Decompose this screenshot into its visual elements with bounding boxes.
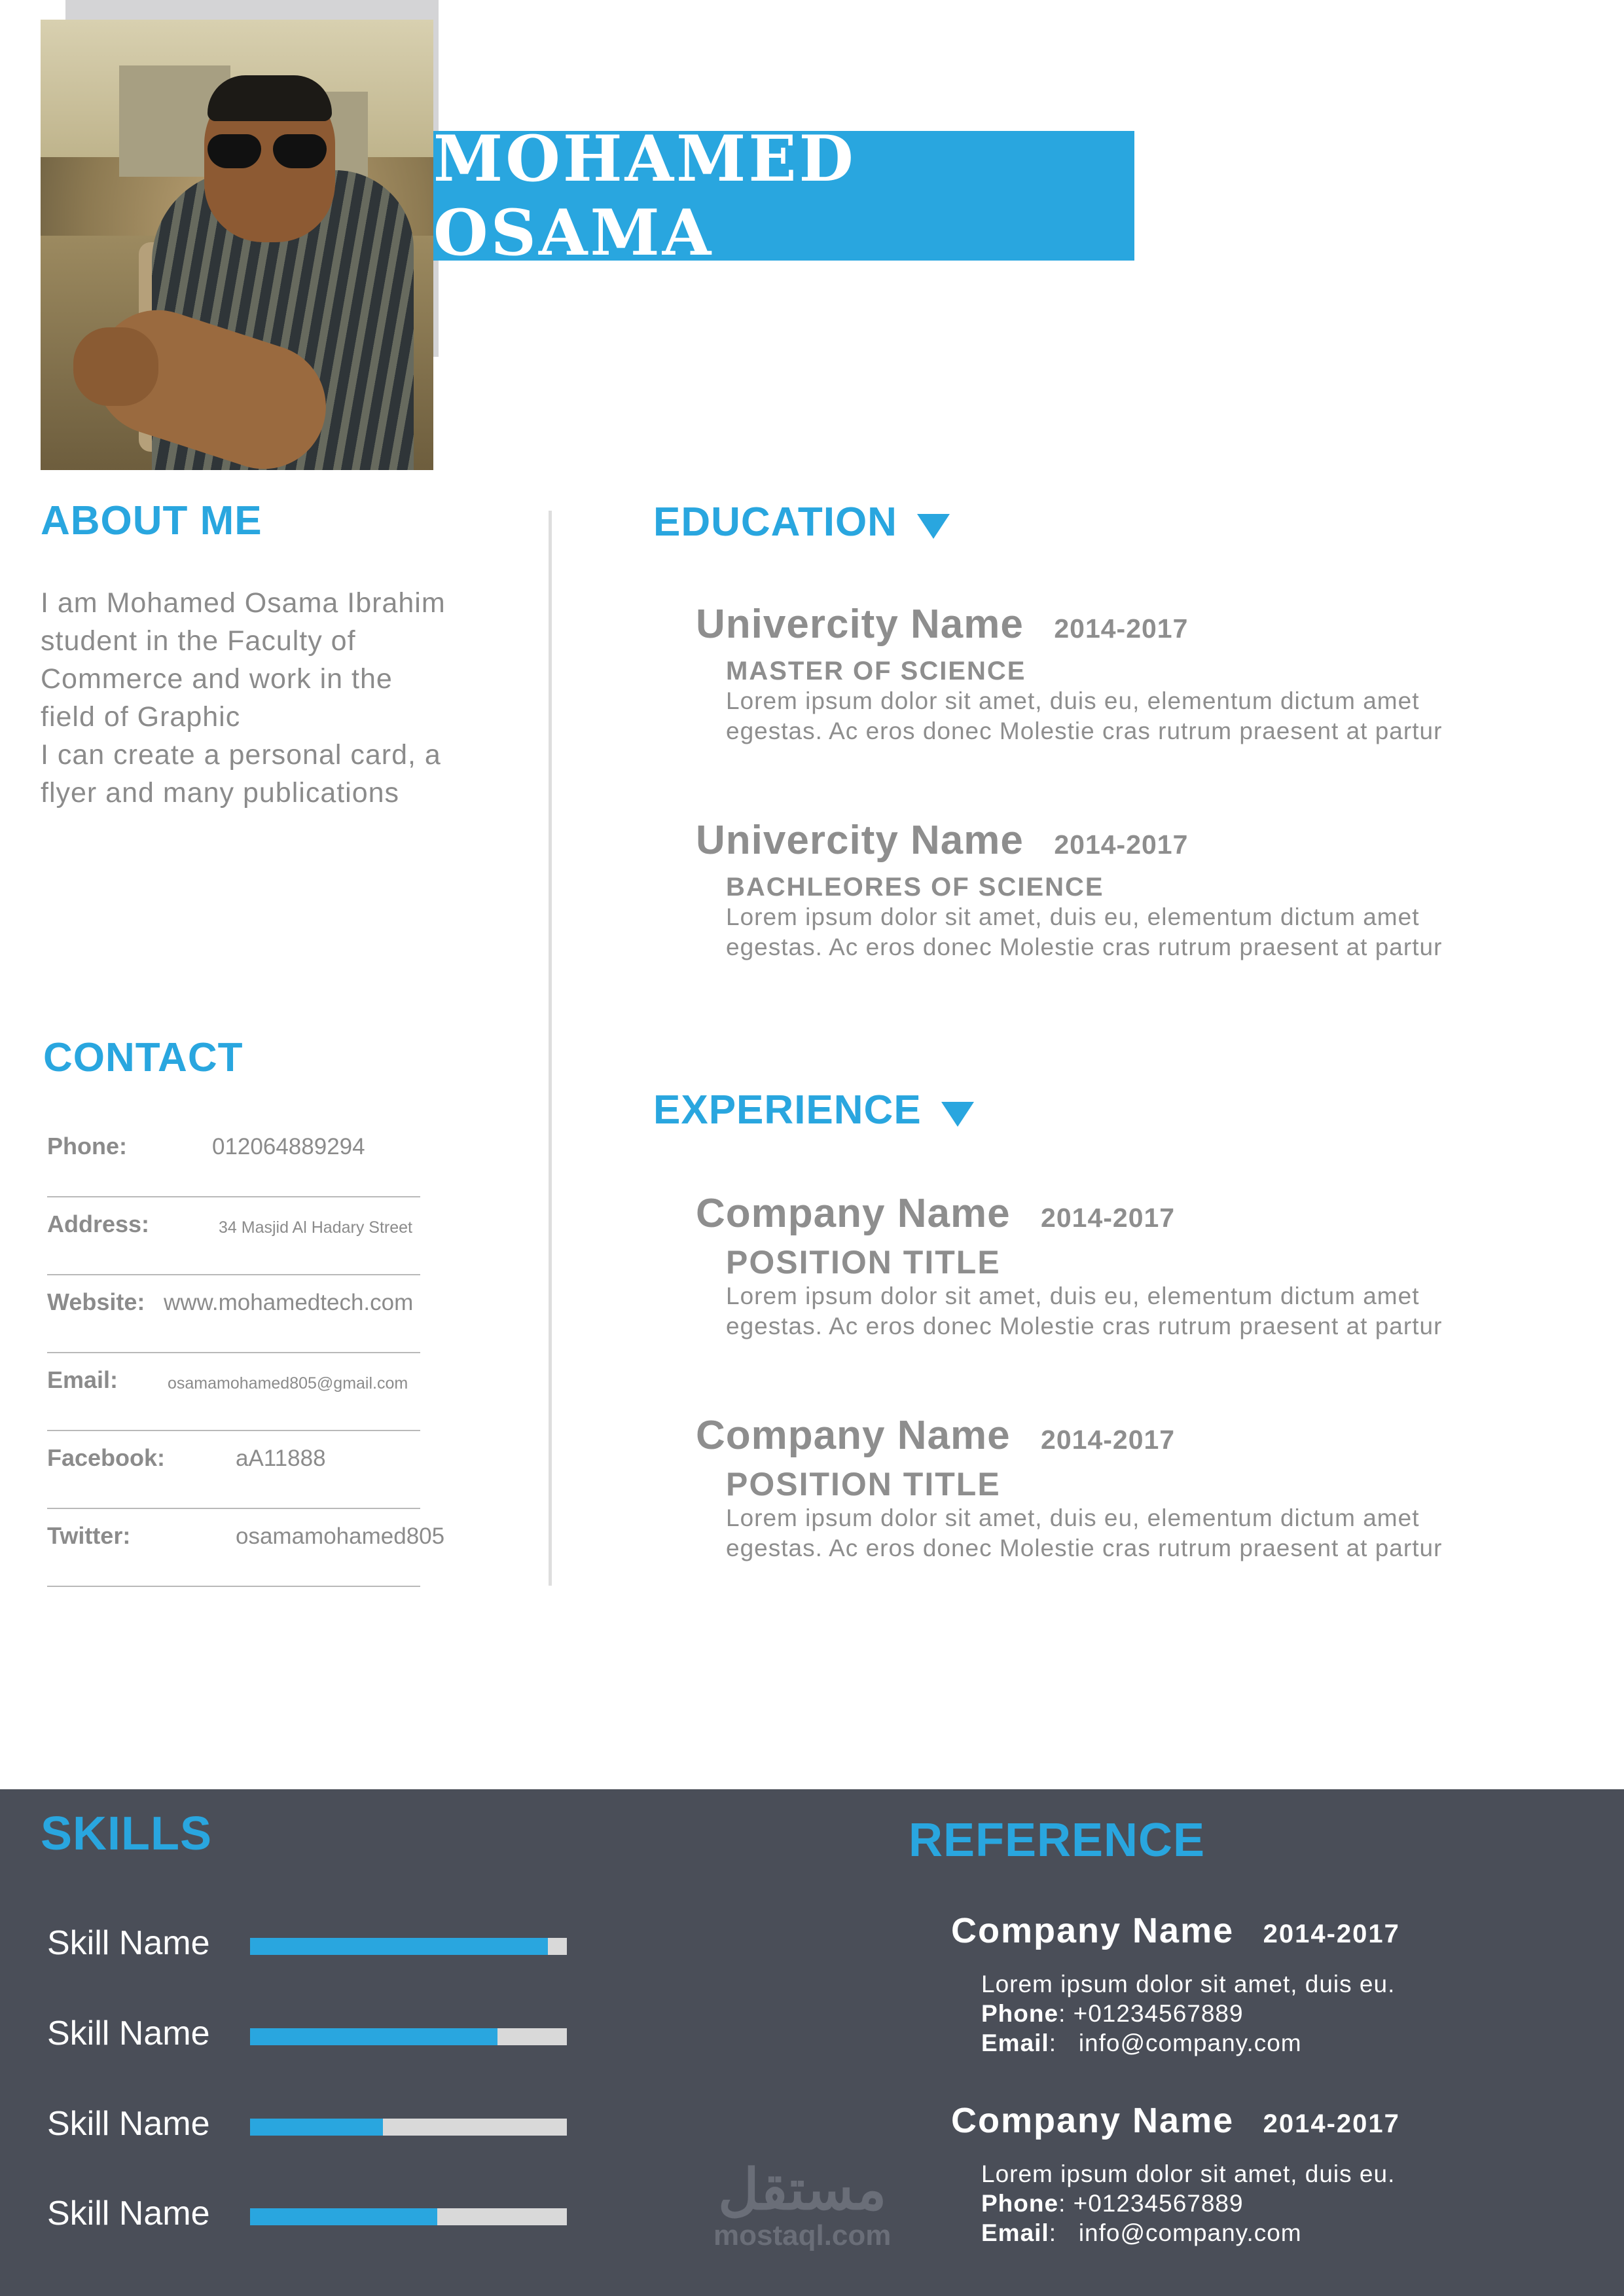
education-title-text: EDUCATION: [653, 500, 897, 545]
position-title: POSITION TITLE: [726, 1244, 1001, 1281]
reference-email[interactable]: : info@company.com: [1049, 2030, 1302, 2056]
reference-phone: : +01234567889: [1058, 2190, 1244, 2217]
profile-photo: [41, 20, 433, 470]
university-name: Univercity Name: [696, 818, 1024, 863]
entry-description: egestas. Ac eros donec Molestie cras rutrum praesent at partur: [726, 934, 1443, 960]
entry-description: egestas. Ac eros donec Molestie cras rutrum praesent at partur: [726, 718, 1443, 744]
about-text: I am Mohamed Osama Ibrahim student in the Faculty of Commerce and work in the field of Graphic I can create a personal card, a flyer and many publications: [41, 587, 446, 809]
reference-phone-line: [981, 2189, 1540, 2218]
contact-row-facebook: [47, 1431, 420, 1509]
about-title: ABOUT ME: [41, 498, 262, 543]
education-entry: [696, 817, 1566, 962]
skill-bar-fill: [250, 2028, 497, 2045]
skill-bar-track: [250, 1938, 567, 1955]
watermark-logo: [713, 2160, 891, 2252]
email-label: Email: [981, 2219, 1049, 2246]
skill-row: [47, 2189, 571, 2234]
reference-description: Lorem ipsum dolor sit amet, duis eu.: [981, 1971, 1396, 1997]
reference-company-name: Company Name: [951, 1911, 1235, 1950]
skill-name: Skill Name: [47, 2195, 210, 2232]
education-title: [653, 499, 950, 545]
reference-years: 2014-2017: [1263, 2109, 1400, 2138]
skill-bar-fill: [250, 1938, 548, 1955]
triangle-down-icon: [941, 1102, 974, 1127]
degree-title: BACHLEORES OF SCIENCE: [726, 873, 1104, 902]
contact-label: Address:: [47, 1211, 150, 1237]
contact-row-email: [47, 1353, 420, 1431]
contact-label: Facebook:: [47, 1444, 166, 1471]
contact-row-phone: [47, 1120, 420, 1197]
experience-entry: [696, 1412, 1566, 1563]
skill-row: [47, 2099, 571, 2145]
entry-description: Lorem ipsum dolor sit amet, duis eu, elementum dictum amet: [726, 1283, 1420, 1309]
contact-row-address: [47, 1197, 420, 1275]
company-name: Company Name: [696, 1191, 1011, 1236]
entry-years: 2014-2017: [1054, 613, 1189, 644]
reference-title: REFERENCE: [909, 1814, 1206, 1867]
skill-bar-fill: [250, 2119, 383, 2136]
contact-phone: 012064889294: [212, 1134, 365, 1159]
watermark-arabic: مستقل: [718, 2159, 887, 2221]
contact-row-twitter: [47, 1509, 445, 1587]
skill-bar-track: [250, 2028, 567, 2045]
contact-facebook: aA11888: [236, 1446, 326, 1471]
contact-label: Website:: [47, 1288, 145, 1315]
entry-years: 2014-2017: [1054, 829, 1189, 860]
reference-entry: [951, 2100, 1540, 2248]
skill-name: Skill Name: [47, 1924, 210, 1962]
contact-title: CONTACT: [43, 1035, 244, 1080]
entry-description: Lorem ipsum dolor sit amet, duis eu, elementum dictum amet: [726, 1504, 1420, 1531]
contact-label: Twitter:: [47, 1522, 131, 1549]
reference-email-line: [981, 2028, 1540, 2058]
position-title: POSITION TITLE: [726, 1466, 1001, 1503]
experience-title: [653, 1087, 974, 1133]
experience-entry: [696, 1190, 1566, 1341]
university-name: Univercity Name: [696, 602, 1024, 647]
contact-address: 34 Masjid Al Hadary Street: [219, 1218, 412, 1237]
skill-row: [47, 2009, 571, 2054]
reference-entry: [951, 1910, 1540, 2058]
person-name: MOHAMED OSAMA: [433, 122, 856, 270]
reference-description: Lorem ipsum dolor sit amet, duis eu.: [981, 2160, 1396, 2187]
reference-email-line: [981, 2218, 1540, 2248]
entry-description: egestas. Ac eros donec Molestie cras rutrum praesent at partur: [726, 1535, 1443, 1561]
entry-years: 2014-2017: [1041, 1203, 1176, 1233]
contact-twitter: osamamohamed805: [236, 1523, 445, 1549]
contact-list: [47, 1120, 445, 1587]
contact-label: Phone:: [47, 1133, 127, 1159]
contact-email-link[interactable]: osamamohamed805@gmail.com: [168, 1374, 408, 1393]
entry-years: 2014-2017: [1041, 1425, 1176, 1455]
phone-label: Phone: [981, 2190, 1059, 2217]
education-entry: [696, 601, 1566, 746]
reference-phone-line: [981, 1999, 1540, 2028]
skill-bar-track: [250, 2119, 567, 2136]
reference-company-name: Company Name: [951, 2101, 1235, 2140]
email-label: Email: [981, 2030, 1049, 2056]
skill-name: Skill Name: [47, 2105, 210, 2143]
entry-description: egestas. Ac eros donec Molestie cras rutrum praesent at partur: [726, 1313, 1443, 1339]
column-divider: [549, 511, 552, 1586]
contact-row-website: [47, 1275, 420, 1353]
reference-phone: : +01234567889: [1058, 2000, 1244, 2027]
skill-bar-track: [250, 2208, 567, 2225]
skill-row: [47, 1918, 571, 1964]
skills-title: SKILLS: [41, 1808, 213, 1860]
entry-description: Lorem ipsum dolor sit amet, duis eu, elementum dictum amet: [726, 687, 1420, 714]
reference-years: 2014-2017: [1263, 1920, 1400, 1948]
name-banner: [433, 122, 1134, 270]
company-name: Company Name: [696, 1413, 1011, 1458]
triangle-down-icon: [917, 514, 950, 539]
experience-title-text: EXPERIENCE: [653, 1087, 922, 1133]
skill-name: Skill Name: [47, 2014, 210, 2052]
contact-label: Email:: [47, 1366, 118, 1393]
entry-description: Lorem ipsum dolor sit amet, duis eu, elementum dictum amet: [726, 903, 1420, 930]
degree-title: MASTER OF SCIENCE: [726, 657, 1026, 685]
phone-label: Phone: [981, 2000, 1059, 2027]
skill-bar-fill: [250, 2208, 437, 2225]
contact-website-link[interactable]: www.mohamedtech.com: [164, 1290, 414, 1315]
watermark-latin: mostaql.com: [713, 2219, 892, 2251]
reference-email[interactable]: : info@company.com: [1049, 2219, 1302, 2246]
